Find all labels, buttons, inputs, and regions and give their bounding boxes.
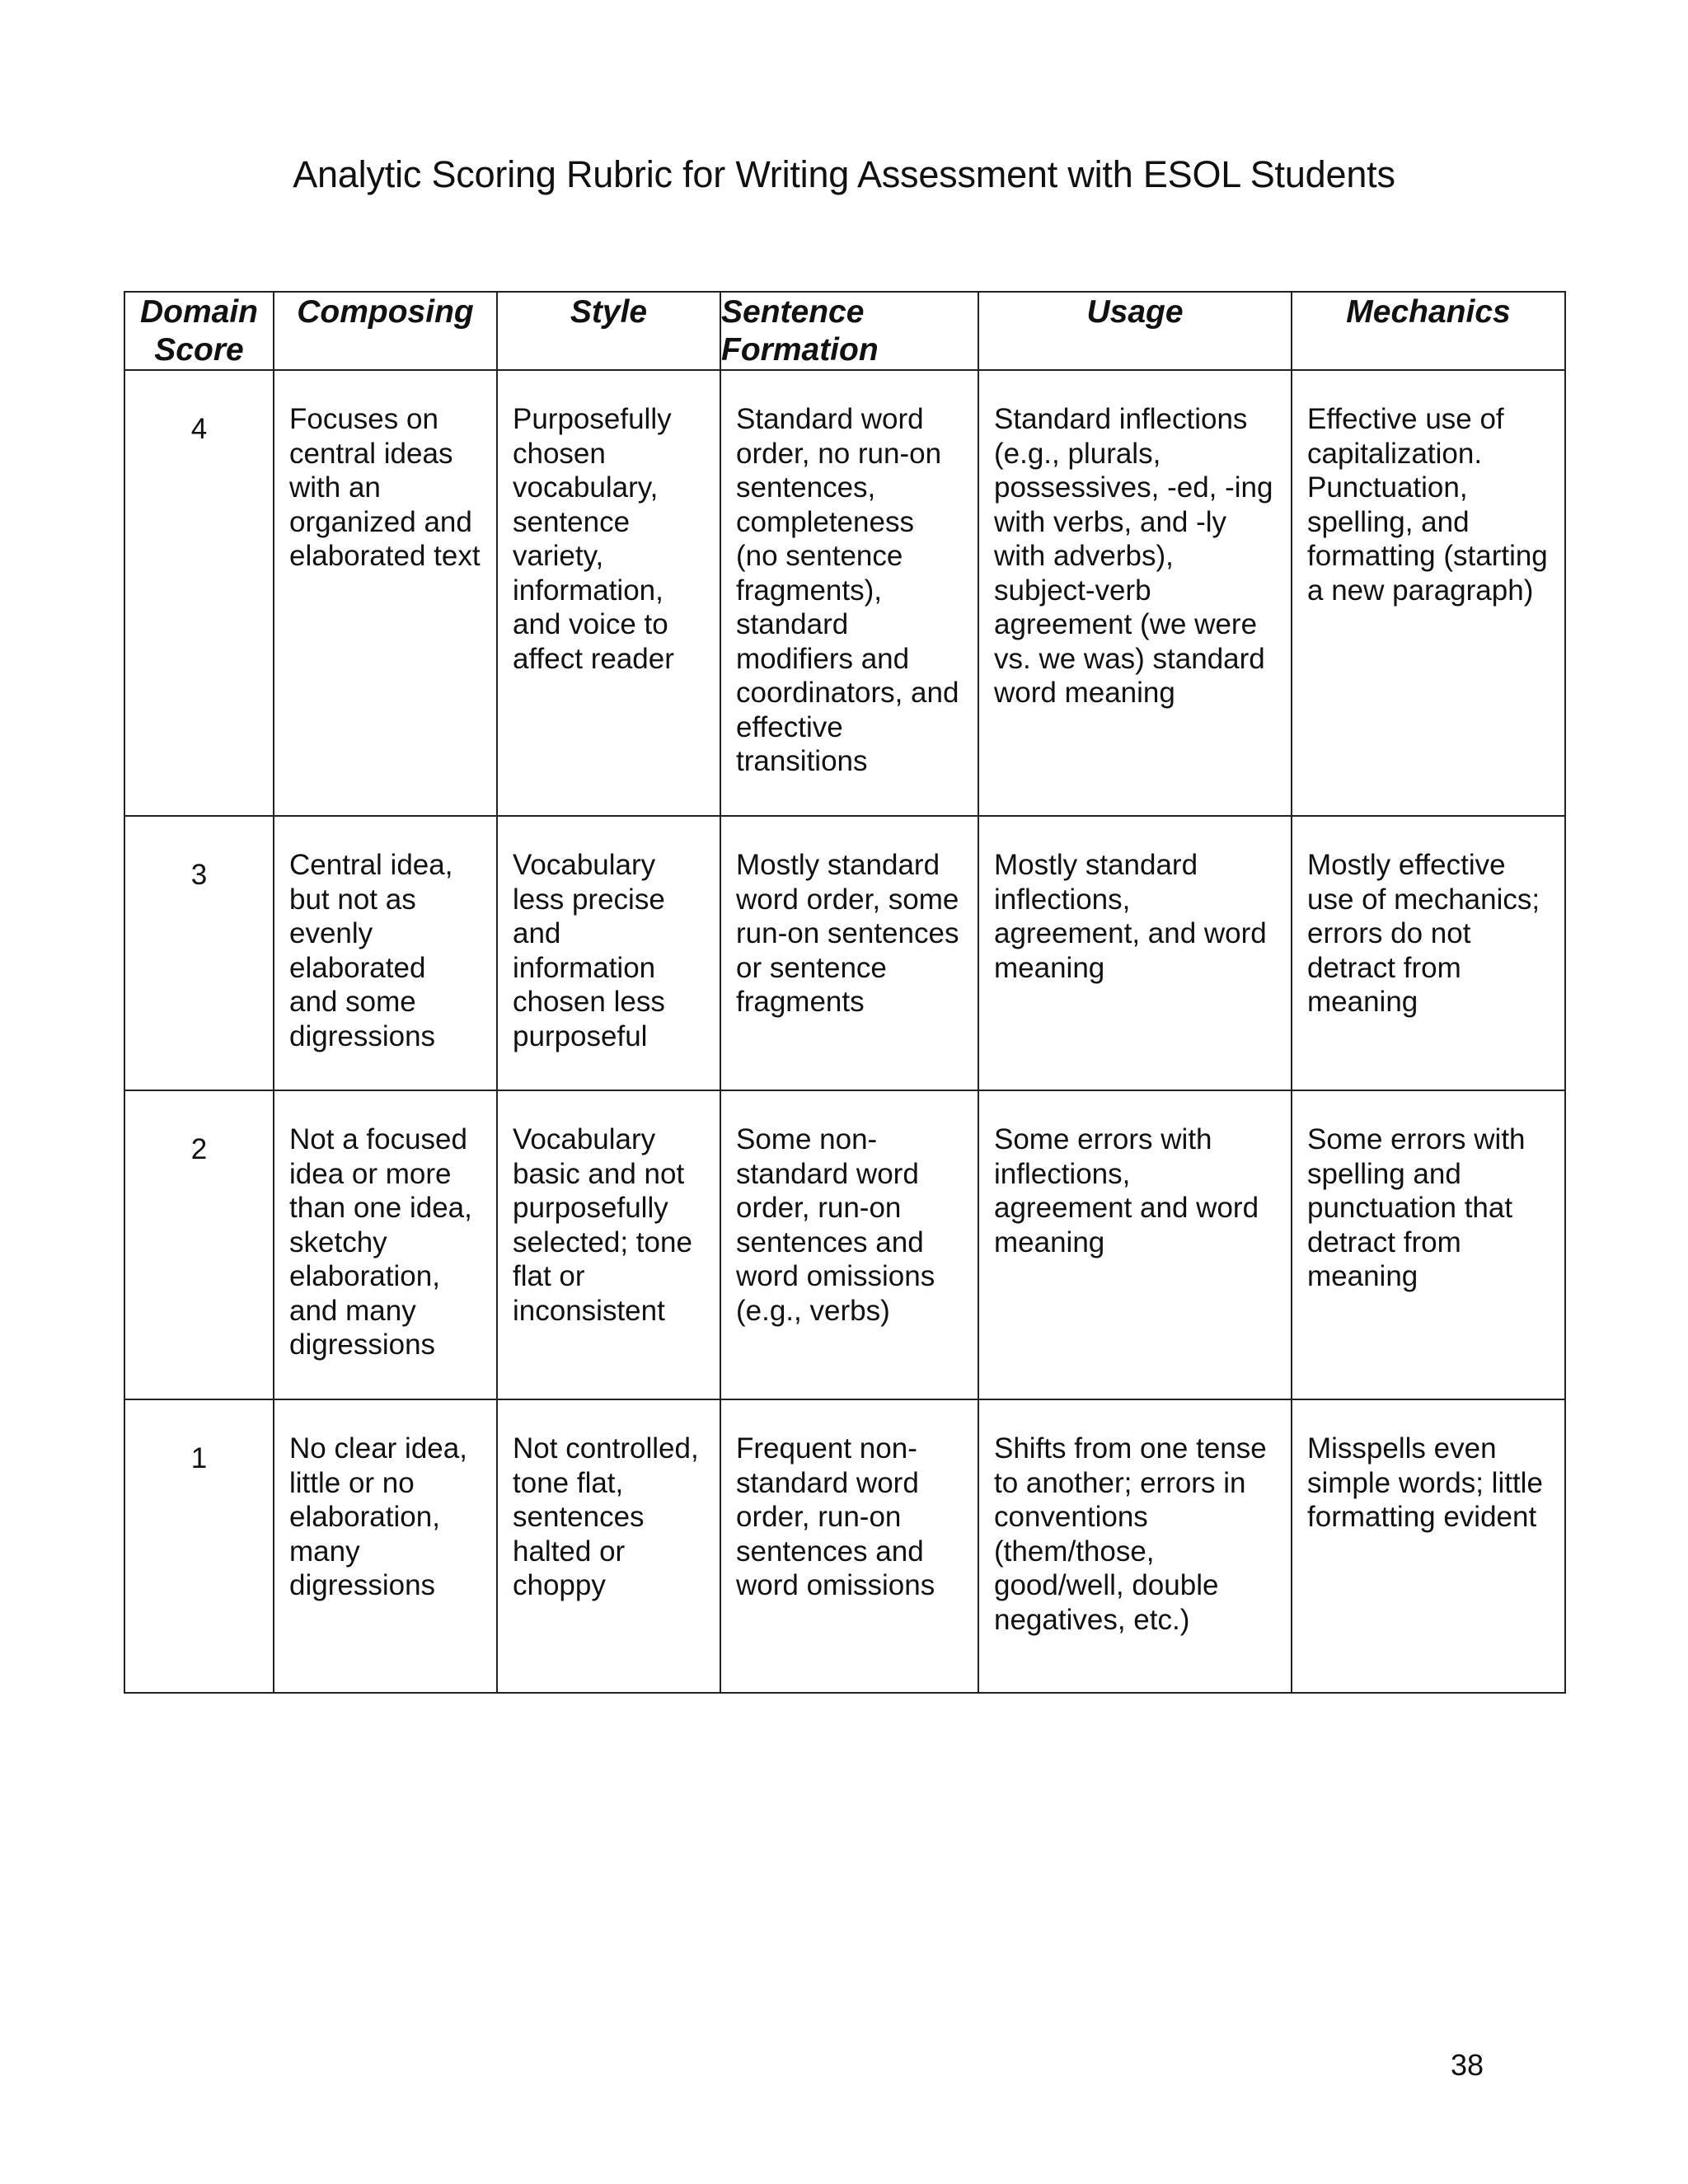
table-row xyxy=(124,1399,1565,1693)
composing-cell: Central idea, but not as evenly elaborated and some digressions xyxy=(274,816,497,1090)
table-row xyxy=(124,1090,1565,1399)
sentence-formation-cell: Standard word order, no run-on sentences, completeness (no sentence fragments), standard modifiers and coordinators, and effective transitions xyxy=(720,370,978,816)
sentence-formation-cell: Mostly standard word order, some run-on sentences or sentence fragments xyxy=(720,816,978,1090)
header-sentence-formation-line2: Formation xyxy=(721,332,879,368)
score-cell: 3 xyxy=(124,816,274,1090)
usage-cell: Some errors with inflections, agreement and word meaning xyxy=(978,1090,1292,1399)
table-row xyxy=(124,816,1565,1090)
header-domain-score xyxy=(124,292,274,370)
header-usage: Usage xyxy=(978,292,1292,370)
style-cell: Not controlled, tone flat, sentences halted or choppy xyxy=(497,1399,720,1693)
mechanics-cell: Mostly effective use of mechanics; errors do not detract from meaning xyxy=(1292,816,1565,1090)
composing-cell: No clear idea, little or no elaboration, many digressions xyxy=(274,1399,497,1693)
style-cell: Purposefully chosen vocabulary, sentence variety, information, and voice to affect reader xyxy=(497,370,720,816)
usage-cell: Mostly standard inflections, agreement, and word meaning xyxy=(978,816,1292,1090)
composing-cell: Not a focused idea or more than one idea, sketchy elaboration, and many digressions xyxy=(274,1090,497,1399)
sentence-formation-cell: Some non-standard word order, run-on sentences and word omissions (e.g., verbs) xyxy=(720,1090,978,1399)
header-mechanics: Mechanics xyxy=(1292,292,1565,370)
header-composing: Composing xyxy=(274,292,497,370)
header-sentence-formation xyxy=(720,292,978,370)
table-row xyxy=(124,370,1565,816)
header-style: Style xyxy=(497,292,720,370)
page-title: Analytic Scoring Rubric for Writing Assessment with ESOL Students xyxy=(293,153,1395,195)
mechanics-cell: Misspells even simple words; little formatting evident xyxy=(1292,1399,1565,1693)
mechanics-cell: Some errors with spelling and punctuation that detract from meaning xyxy=(1292,1090,1565,1399)
header-domain-score-line1: Domain xyxy=(139,294,258,330)
page-number: 38 xyxy=(1451,2048,1484,2082)
composing-cell: Focuses on central ideas with an organized and elaborated text xyxy=(274,370,497,816)
style-cell: Vocabulary less precise and information chosen less purposeful xyxy=(497,816,720,1090)
score-cell: 1 xyxy=(124,1399,274,1693)
sentence-formation-cell: Frequent non-standard word order, run-on sentences and word omissions xyxy=(720,1399,978,1693)
rubric-table xyxy=(124,291,1566,1694)
usage-cell: Standard inflections (e.g., plurals, possessives, -ed, -ing with verbs, and -ly with adverbs), subject-verb agreement (we were vs. we was) standard word meaning xyxy=(978,370,1292,816)
header-domain-score-line2: Score xyxy=(154,332,244,368)
header-sentence-formation-line1: Sentence xyxy=(721,294,865,330)
mechanics-cell: Effective use of capitalization. Punctuation, spelling, and formatting (starting a new paragraph) xyxy=(1292,370,1565,816)
score-cell: 4 xyxy=(124,370,274,816)
usage-cell: Shifts from one tense to another; errors in conventions (them/those, good/well, double negatives, etc.) xyxy=(978,1399,1292,1693)
style-cell: Vocabulary basic and not purposefully selected; tone flat or inconsistent xyxy=(497,1090,720,1399)
header-row xyxy=(124,292,1565,370)
score-cell: 2 xyxy=(124,1090,274,1399)
